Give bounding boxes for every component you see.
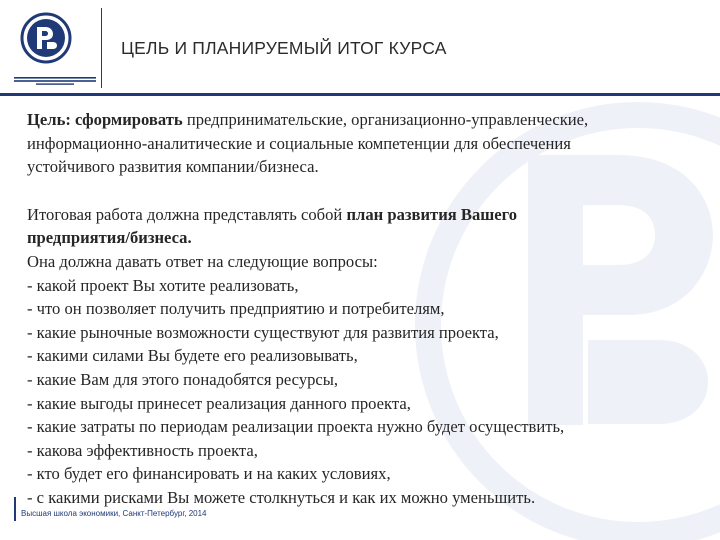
hse-logo	[10, 6, 100, 86]
list-item: - какие затраты по периодам реализации проекта нужно будет осуществить,	[27, 417, 565, 437]
final-work-line-1	[27, 203, 712, 227]
hse-logo-icon	[20, 12, 72, 64]
list-item: - какими силами Вы будете его реализовывать,	[27, 346, 358, 366]
goal-label: Цель: сформировать	[27, 110, 183, 129]
list-item: - кто будет его финансировать и на каких условиях,	[27, 464, 391, 484]
final-work-bold-1: план развития Вашего	[346, 204, 518, 224]
goal-line-2: информационно-аналитические и социальные компетенции для обеспечения	[27, 133, 571, 153]
page-title: ЦЕЛЬ И ПЛАНИРУЕМЫЙ ИТОГ КУРСА	[121, 38, 447, 58]
header-divider	[101, 8, 102, 88]
goal-line-1	[27, 108, 712, 132]
final-work-line-2	[27, 226, 712, 250]
goal-line-3: устойчивого развития компании/бизнеса.	[27, 157, 319, 177]
questions-intro: Она должна давать ответ на следующие вопросы:	[27, 251, 378, 271]
slide-body	[27, 108, 712, 510]
list-item: - с какими рисками Вы можете столкнуться и как их можно уменьшить.	[27, 487, 536, 507]
footer-accent-bar	[14, 497, 16, 521]
final-work-bold-2: предприятия/бизнеса.	[27, 228, 192, 248]
list-item: - что он позволяет получить предприятию и потребителям,	[27, 299, 445, 319]
list-item: - какие выгоды принесет реализация данного проекта,	[27, 393, 411, 413]
list-item: - какова эффективность проекта,	[27, 440, 258, 460]
hse-logo-caption	[10, 76, 100, 86]
list-item: - какие рыночные возможности существуют для развития проекта,	[27, 322, 499, 342]
list-item: - какие Вам для этого понадобятся ресурсы,	[27, 369, 339, 389]
footer-text: Высшая школа экономики, Санкт-Петербург, 2014	[21, 509, 207, 518]
list-item: - какой проект Вы хотите реализовать,	[27, 275, 299, 295]
final-work-intro: Итоговая работа должна представлять собой	[27, 204, 347, 224]
goal-text-1: предпринимательские, организационно-управленческие,	[182, 110, 589, 129]
slide-header	[0, 0, 720, 93]
